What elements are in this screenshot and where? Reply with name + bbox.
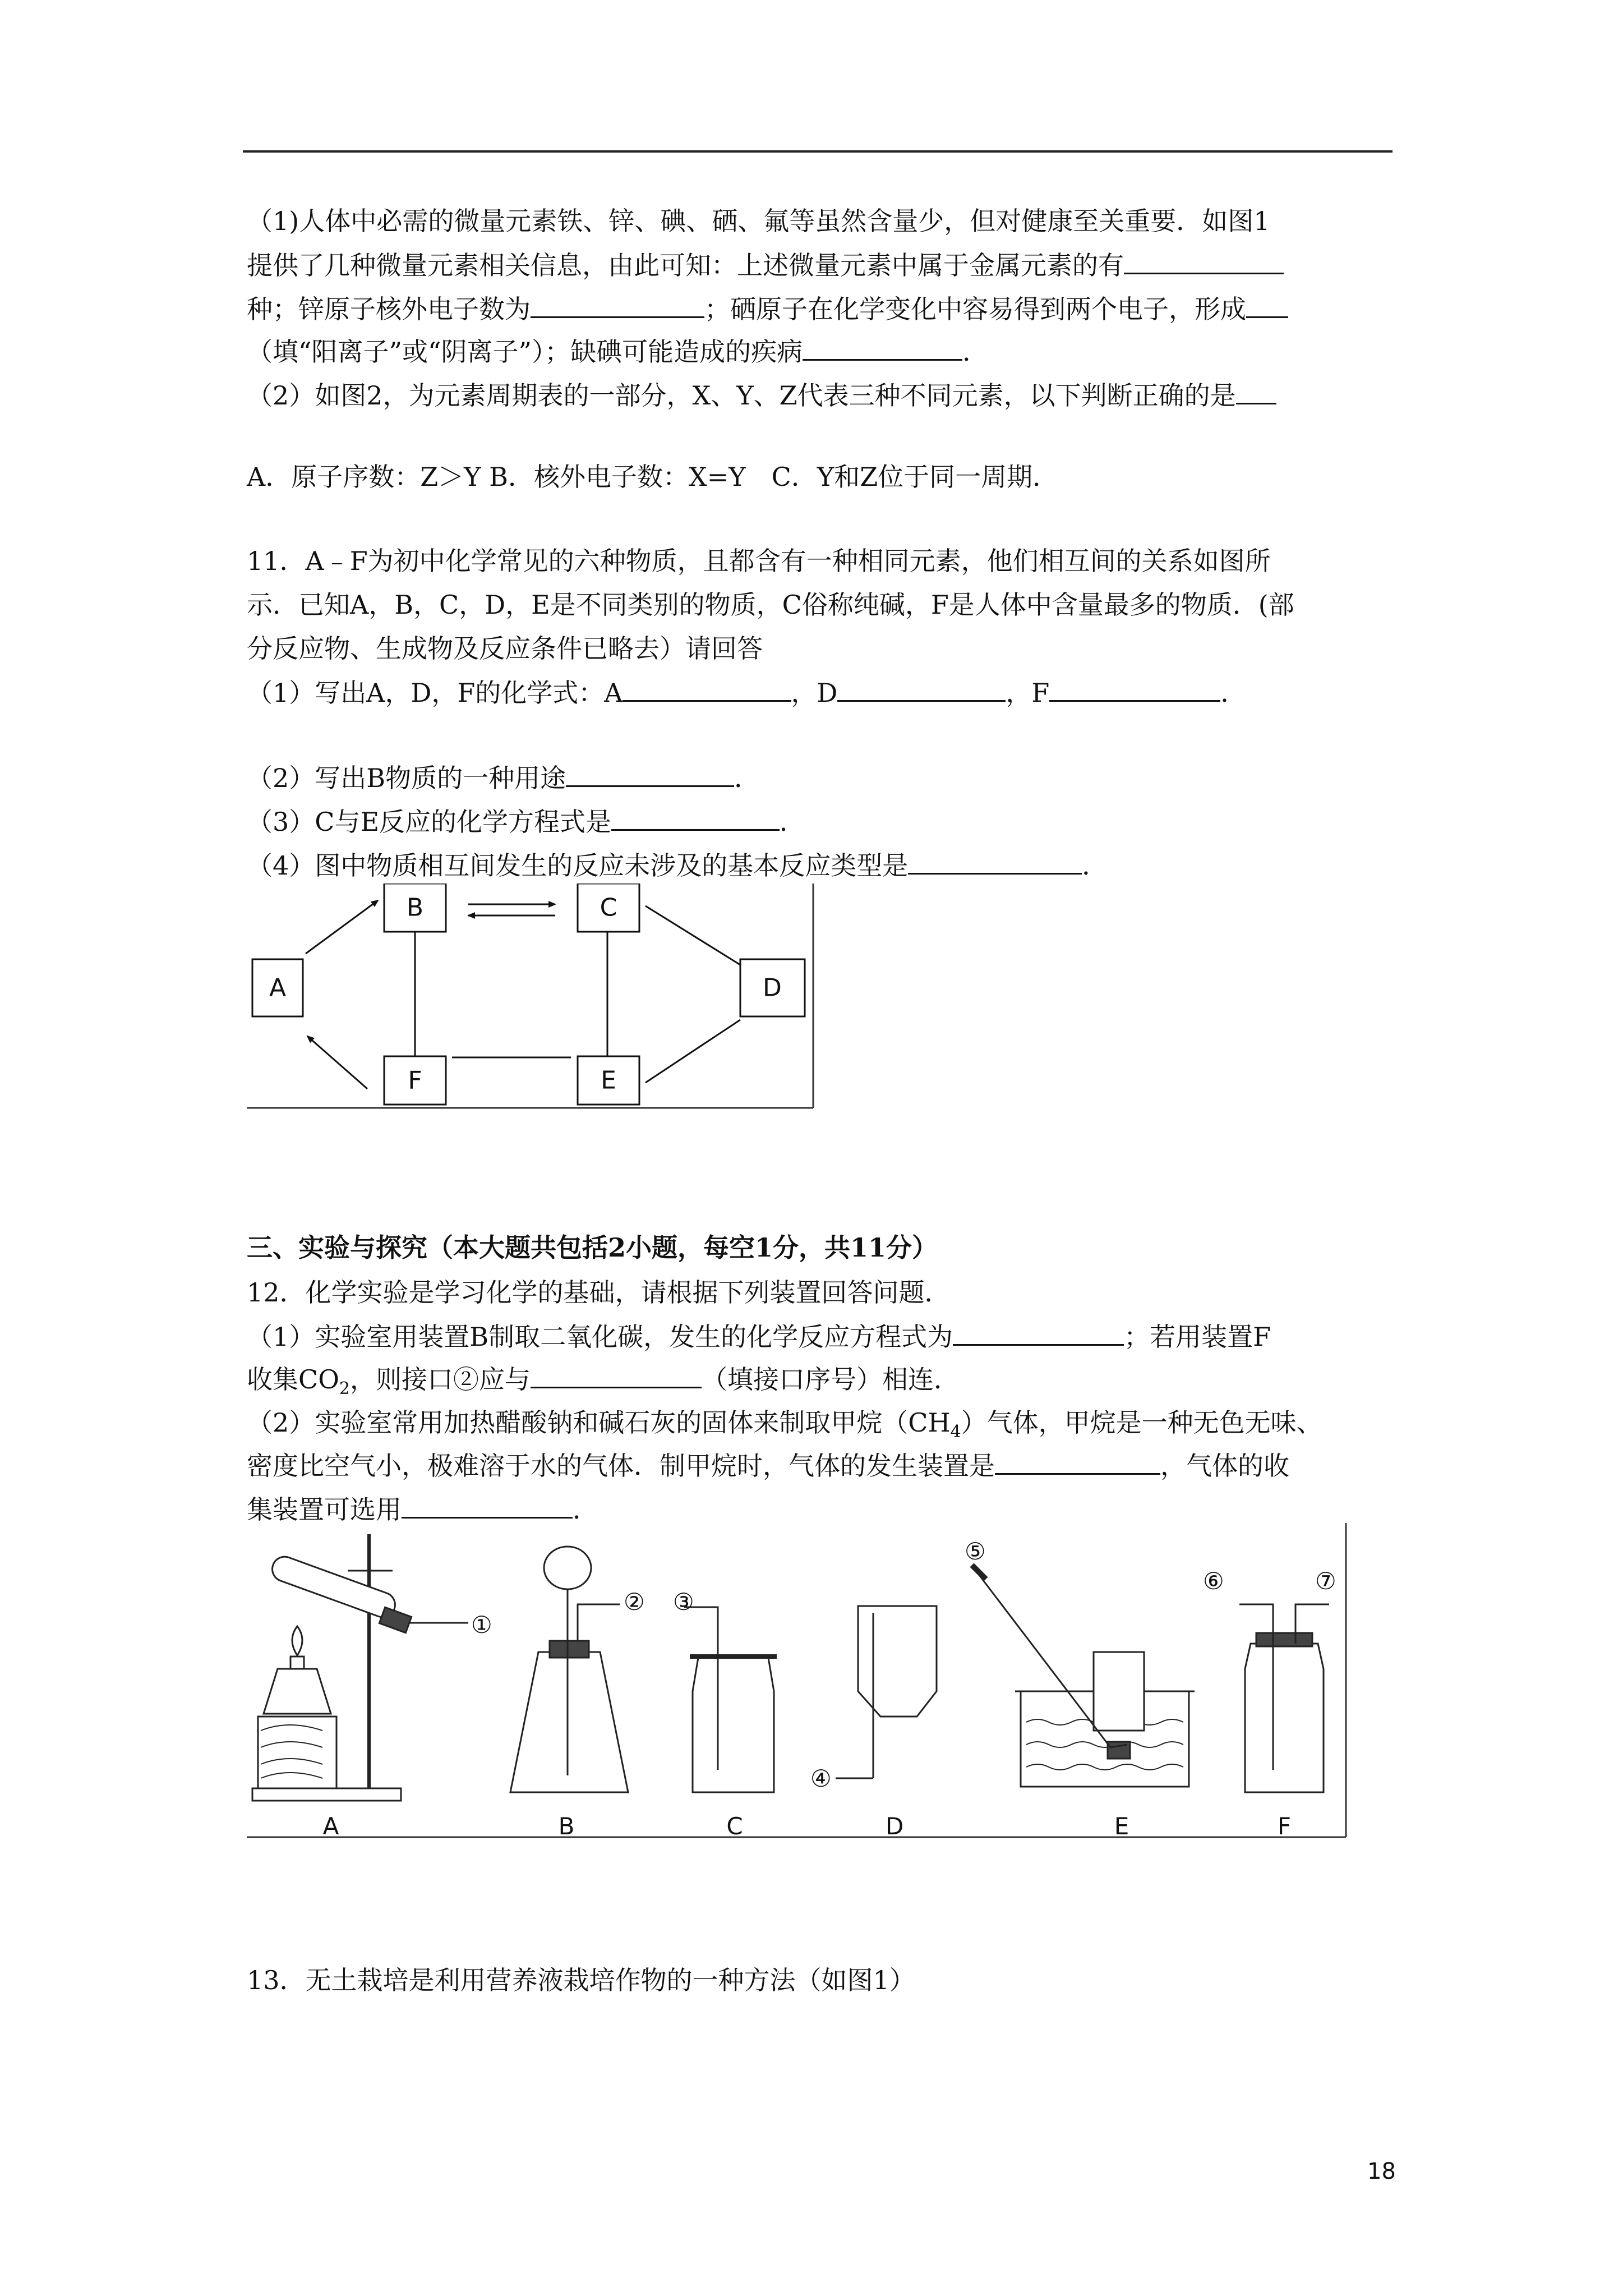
q11-sub1: （1）写出A，D，F的化学式：A ，D ，F ． [247, 674, 1246, 711]
port-label: ⑤ [965, 1538, 986, 1565]
apparatus-label: D [885, 1812, 904, 1840]
section-3-heading: 三、实验与探究（本大题共包括2小题，每空1分，共11分） [247, 1232, 938, 1263]
apparatus-figure [247, 1523, 1368, 1848]
apparatus-a [252, 1534, 468, 1801]
answer-blank[interactable] [566, 760, 734, 787]
answer-blank[interactable] [611, 803, 780, 831]
node-label: C [600, 893, 617, 922]
port-label: ① [471, 1611, 492, 1639]
answer-blank[interactable] [1049, 674, 1220, 702]
port-label: ⑦ [1315, 1567, 1336, 1595]
answer-blank[interactable] [1124, 247, 1284, 274]
port-label: ② [624, 1588, 645, 1616]
q10-part1-line1: （1)人体中必需的微量元素铁、锌、碘、硒、氟等虽然含量少，但对健康至关重要．如图1 [247, 206, 1270, 236]
answer-blank[interactable] [1246, 291, 1288, 318]
answer-blank[interactable] [995, 1447, 1160, 1475]
figure-frame [247, 1523, 1346, 1837]
q12-sub2-line1: （2）实验室常用加热醋酸钠和碱石灰的固体来制取甲烷$(CH_4)$气体，甲烷是一种无色无味、 [247, 1407, 1322, 1442]
port-label: ④ [810, 1765, 832, 1792]
page-number: 18 [1367, 2159, 1396, 2184]
node-label: E [601, 1066, 616, 1095]
node-label: F [408, 1066, 422, 1095]
node-label: D [763, 973, 782, 1002]
header-rule [243, 150, 1393, 153]
answer-blank[interactable] [837, 674, 1006, 702]
q11-line1: 11．A﹣F为初中化学常见的六种物质，且都含有一种相同元素，他们相互间的关系如图所 [247, 546, 1271, 576]
node-label: A [269, 973, 287, 1002]
q10-part1-line4: （填“阳离子”或“阴离子”）；缺碘可能造成的疾病 ． [247, 333, 988, 370]
q10-part1-line2: 提供了几种微量元素相关信息，由此可知：上述微量元素中属于金属元素的有 [247, 247, 1284, 283]
link-e-d [645, 1020, 740, 1083]
port-label: ⑥ [1203, 1567, 1224, 1595]
apparatus-e [972, 1565, 1195, 1787]
apparatus-d [836, 1606, 937, 1778]
answer-blank[interactable] [908, 847, 1082, 875]
q10-options: A．原子序数：Z＞Y B．核外电子数：X=Y C．Y和Z位于同一周期． [247, 462, 1059, 492]
q12-sub2-line2: 密度比空气小，极难溶于水的气体．制甲烷时，气体的发生装置是 ，气体的收 [247, 1447, 1289, 1484]
q11-line3: 分反应物、生成物及反应条件已略去）请回答 [247, 633, 763, 664]
answer-blank[interactable] [1236, 377, 1276, 404]
apparatus-b [510, 1547, 628, 1792]
node-label: B [406, 893, 424, 922]
apparatus-f [1239, 1604, 1329, 1792]
q12-sub2-line3: 集装置可选用 ． [247, 1491, 598, 1527]
apparatus-label: A [322, 1812, 339, 1840]
q11-sub4: （4）图中物质相互间发生的反应未涉及的基本反应类型是 ． [247, 847, 1108, 884]
apparatus-label: F [1277, 1812, 1292, 1840]
answer-blank[interactable] [531, 291, 704, 318]
apparatus-label: C [726, 1812, 743, 1840]
arrow-a-to-b [306, 900, 378, 954]
q10-part2: （2）如图2，为元素周期表的一部分，X、Y、Z代表三种不同元素，以下判断正确的是 [247, 377, 1276, 413]
q12-sub1-line2: 收集$CO_2$，则接口②应与 （填接口序号）相连． [247, 1361, 960, 1407]
apparatus-label: E [1114, 1812, 1129, 1840]
q12-line1: 12．化学实验是学习化学的基础，请根据下列装置回答问题． [247, 1277, 951, 1308]
arrow-f-to-a [307, 1036, 367, 1089]
answer-blank[interactable] [953, 1318, 1124, 1346]
link-c-d [645, 906, 740, 965]
answer-blank[interactable] [402, 1491, 573, 1519]
relationship-diagram [247, 884, 819, 1114]
answer-blank[interactable] [803, 333, 962, 361]
q13-line1: 13．无土栽培是利用营养液栽培作物的一种方法（如图1） [247, 1965, 915, 1995]
q11-sub3: （3）C与E反应的化学方程式是 ． [247, 803, 805, 840]
apparatus-c [684, 1607, 777, 1792]
answer-blank[interactable] [531, 1361, 702, 1388]
apparatus-label: B [558, 1812, 575, 1840]
diagram-frame [247, 884, 813, 1108]
port-label: ③ [673, 1588, 694, 1616]
q10-part1-line3: 种；锌原子核外电子数为 ；硒原子在化学变化中容易得到两个电子，形成 [247, 291, 1288, 327]
q11-line2: 示．已知A，B，C，D，E是不同类别的物质，C俗称纯碱，F是人体中含量最多的物质．(部 [247, 590, 1294, 620]
answer-blank[interactable] [623, 674, 791, 702]
q12-sub1-line1: （1）实验室用装置B制取二氧化碳，发生的化学反应方程式为 ；若用装置F [247, 1318, 1271, 1355]
q11-sub2: （2）写出B物质的一种用途 ． [247, 760, 760, 796]
